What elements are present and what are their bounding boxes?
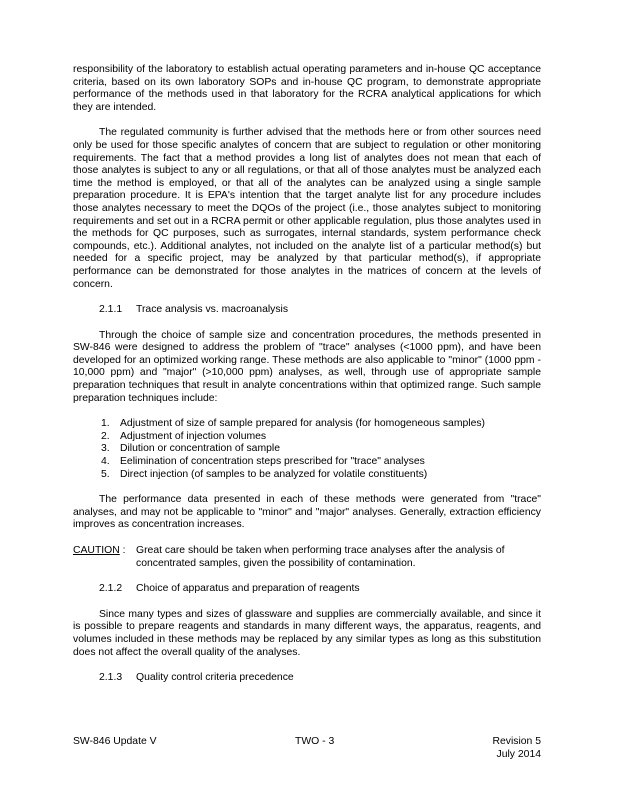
list-item-text: Adjustment of injection volumes (120, 430, 267, 442)
list-item (101, 443, 541, 456)
section-title: Quality control criteria precedence (136, 672, 294, 684)
list-item-text: Dilution or concentration of sample (120, 443, 280, 455)
list-item (101, 469, 541, 482)
caution-label (73, 545, 136, 570)
footer-page-number: TWO - 3 (295, 736, 335, 747)
paragraph-qc-responsibility: responsibility of the laboratory to establish actual operating parameters and in-house QC acceptance criteria, based on its own laboratory SOPs and in-house QC program, to demonstrate appropriate performance of the methods used in that laboratory for the RCRA analytical applications for which they are intended. (73, 64, 541, 113)
section-heading-2-1-2 (99, 583, 541, 596)
section-title: Trace analysis vs. macroanalysis (136, 304, 289, 316)
list-marker: 1. (101, 418, 110, 430)
list-item-text: Eelimination of concentration steps prescribed for "trace" analyses (120, 456, 425, 468)
paragraph-trace-analysis: Through the choice of sample size and concentration procedures, the methods presented in SW-846 were designed to address the problem of "trace" analyses (<1000 ppm), and have been developed for an optimized working range. These methods are also applicable to "minor" (1000 ppm - 10,000 ppm) and "major" (>10,000 ppm) analyses, as well, through use of appropriate sample preparation techniques that result in analyte concentrations within that optimized range. Such sample preparation techniques include: (73, 329, 541, 404)
section-number: 2.1.1 (99, 304, 123, 316)
section-number: 2.1.2 (99, 583, 123, 595)
caution-text: Great care should be taken when performing trace analyses after the analysis of concentrated samples, given the possibility of contamination. (136, 545, 505, 569)
section-title: Choice of apparatus and preparation of reagents (136, 583, 360, 595)
caution-note (73, 545, 541, 570)
footer-revision-number: Revision 5 (492, 736, 541, 747)
paragraph-glassware: Since many types and sizes of glassware and supplies are commercially available, and since it is possible to prepare reagents and standards in many different ways, the apparatus, reagents, and volumes included in these methods may be replaced by any similar types as long as this substitution does not affect the overall quality of the analyses. (73, 608, 541, 658)
section-heading-2-1-3 (99, 672, 541, 685)
paragraph-performance-data: The performance data presented in each of these methods were generated from "trace" analyses, and may not be applicable to "minor" and "major" analyses. Generally, extraction efficiency improves as concentration increases. (73, 494, 541, 531)
paragraph-regulated-community: The regulated community is further advised that the methods here or from other sources need only be used for those specific analytes of concern that are subject to regulation or other monitoring requirements. The fact that a method provides a long list of analytes does not mean that each of those analytes is subject to any or all regulations, or that all of those analytes must be analyzed each time the method is employed, or that all of the analytes can be analyzed using a single sample preparation procedure. It is EPA's intention that the target analyte list for any procedure includes those analytes necessary to meet the DQOs of the project (i.e., those analytes subject to monitoring requirements and set out in a RCRA permit or other applicable regulation, plus those analytes used in the methods for QC purposes, such as surrogates, internal standards, system performance check compounds, etc.). Additional analytes, not included on the analyte list of a particular method(s) but needed for a specific project, may be analyzed by that particular method(s), if appropriate performance can be demonstrated for those analytes in the matrices of concern at the levels of concern. (73, 127, 541, 290)
list-item-text: Adjustment of size of sample prepared for analysis (for homogeneous samples) (120, 418, 486, 430)
page-footer (73, 736, 541, 766)
footer-revision (492, 736, 541, 761)
section-number: 2.1.3 (99, 672, 123, 684)
footer-revision-date: July 2014 (496, 748, 541, 760)
footer-document-name: SW-846 Update V (73, 736, 157, 747)
list-item (101, 431, 541, 444)
list-marker: 3. (101, 443, 110, 455)
list-item (101, 456, 541, 469)
caution-label-colon: : (119, 545, 126, 556)
list-item (101, 418, 541, 431)
list-marker: 5. (101, 468, 110, 480)
list-item-text: Direct injection (of samples to be analyzed for volatile constituents) (120, 468, 428, 480)
sample-preparation-techniques-list (73, 418, 541, 481)
section-heading-2-1-1 (99, 304, 541, 317)
caution-label-word: CAUTION (73, 545, 120, 556)
page-body (73, 64, 541, 698)
list-marker: 4. (101, 456, 110, 468)
list-marker: 2. (101, 430, 110, 442)
